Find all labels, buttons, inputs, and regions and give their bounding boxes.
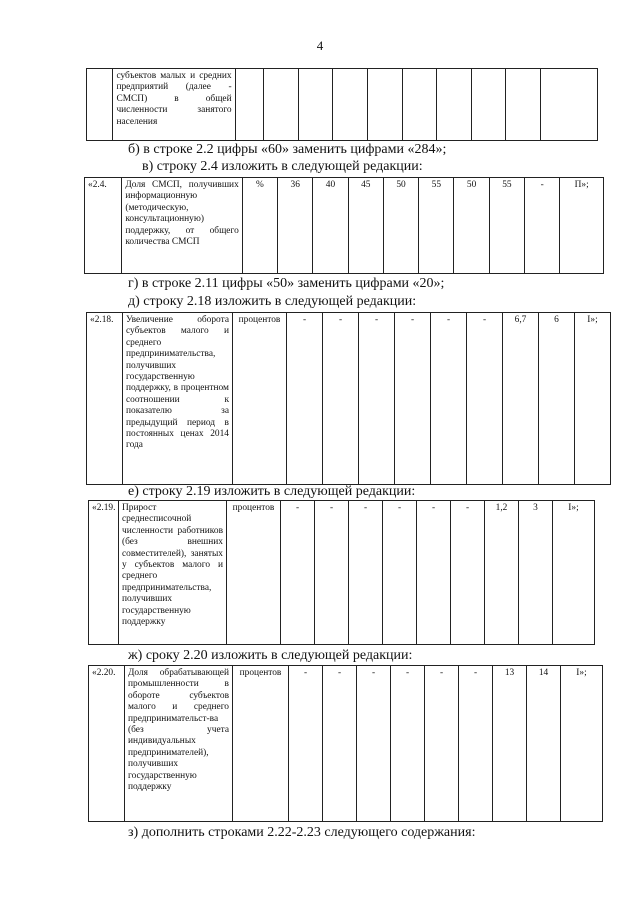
value-cell: 50 xyxy=(454,178,489,274)
value-cell: - xyxy=(417,501,451,645)
unit-cell: % xyxy=(242,178,277,274)
value-cell: 45 xyxy=(348,178,383,274)
value-cell: 36 xyxy=(278,178,313,274)
amendment-paragraph: в) строку 2.4 изложить в следующей редакции: xyxy=(142,159,423,174)
table-row-2-18 xyxy=(86,312,611,485)
value-cell: - xyxy=(349,501,383,645)
value-cell: - xyxy=(357,666,391,822)
table-row-continued xyxy=(86,68,598,141)
value-cell: I»; xyxy=(575,313,611,485)
value-cell: - xyxy=(323,666,357,822)
value-cell: - xyxy=(391,666,425,822)
value-cell: 50 xyxy=(383,178,418,274)
amendment-paragraph: ж) сроку 2.20 изложить в следующей редакции: xyxy=(128,648,413,663)
row-number: «2.19. xyxy=(89,501,119,645)
indicator-description: Доля СМСП, получивших информационную (методическую, консультационную) поддержку, от общего количества СМСП xyxy=(122,178,242,274)
value-cell: 13 xyxy=(493,666,527,822)
value-cell: - xyxy=(287,313,323,485)
table-cell xyxy=(437,69,472,141)
value-cell: - xyxy=(289,666,323,822)
unit-cell: процентов xyxy=(233,313,287,485)
row-number-cell xyxy=(87,69,113,141)
table-row-2-19 xyxy=(88,500,595,645)
value-cell: I»; xyxy=(553,501,595,645)
value-cell: - xyxy=(451,501,485,645)
table-cell xyxy=(235,69,264,141)
indicator-description: субъектов малых и средних предприятий (далее - СМСП) в общей численности занятого населения xyxy=(113,69,235,141)
amendment-paragraph: з) дополнить строками 2.22-2.23 следующего содержания: xyxy=(128,825,476,840)
value-cell: I»; xyxy=(561,666,603,822)
amendment-paragraph: б) в строке 2.2 цифры «60» заменить цифрами «284»; xyxy=(128,142,447,157)
value-cell: 3 xyxy=(519,501,553,645)
value-cell: - xyxy=(315,501,349,645)
table-cell xyxy=(540,69,597,141)
unit-cell: процентов xyxy=(233,666,289,822)
amendment-paragraph: д) строку 2.18 изложить в следующей редакции: xyxy=(128,294,417,309)
value-cell: 1,2 xyxy=(485,501,519,645)
value-cell: 40 xyxy=(313,178,348,274)
table-cell xyxy=(264,69,299,141)
row-number: «2.18. xyxy=(87,313,123,485)
value-cell: - xyxy=(431,313,467,485)
value-cell: - xyxy=(323,313,359,485)
value-cell: 55 xyxy=(489,178,524,274)
value-cell: 6 xyxy=(539,313,575,485)
unit-cell: процентов xyxy=(227,501,281,645)
indicator-description: Увеличение оборота субъектов малого и среднего предпринимательства, получивших государственную поддержку, в процентном соотношении к показателю за предыдущий период в постоянных ценах 2014 года xyxy=(123,313,233,485)
table-cell xyxy=(298,69,333,141)
value-cell: П»; xyxy=(560,178,604,274)
table-cell xyxy=(471,69,506,141)
table-cell xyxy=(333,69,368,141)
table-cell xyxy=(402,69,437,141)
value-cell: - xyxy=(467,313,503,485)
value-cell: 55 xyxy=(419,178,454,274)
row-number: «2.4. xyxy=(85,178,122,274)
table-row-2-4 xyxy=(84,177,604,274)
value-cell: - xyxy=(383,501,417,645)
value-cell: - xyxy=(525,178,560,274)
page-number: 4 xyxy=(316,38,324,53)
indicator-description: Прирост среднесписочной численности работников (без внешних совместителей), занятых у субъектов малого и среднего предпринимательства, получивших государственную поддержку xyxy=(119,501,227,645)
value-cell: - xyxy=(459,666,493,822)
value-cell: 14 xyxy=(527,666,561,822)
table-cell xyxy=(367,69,402,141)
value-cell: - xyxy=(359,313,395,485)
value-cell: 6,7 xyxy=(503,313,539,485)
value-cell: - xyxy=(281,501,315,645)
table-row-2-20 xyxy=(88,665,603,822)
amendment-paragraph: г) в строке 2.11 цифры «50» заменить цифрами «20»; xyxy=(128,276,445,291)
amendment-paragraph: е) строку 2.19 изложить в следующей редакции: xyxy=(128,484,416,499)
indicator-description: Доля обрабатывающей промышленности в обороте субъектов малого и среднего предпринимательст-ва (без учета индивидуальных предпринимателей), получивших государственную поддержку xyxy=(125,666,233,822)
value-cell: - xyxy=(425,666,459,822)
table-cell xyxy=(506,69,541,141)
value-cell: - xyxy=(395,313,431,485)
row-number: «2.20. xyxy=(89,666,125,822)
